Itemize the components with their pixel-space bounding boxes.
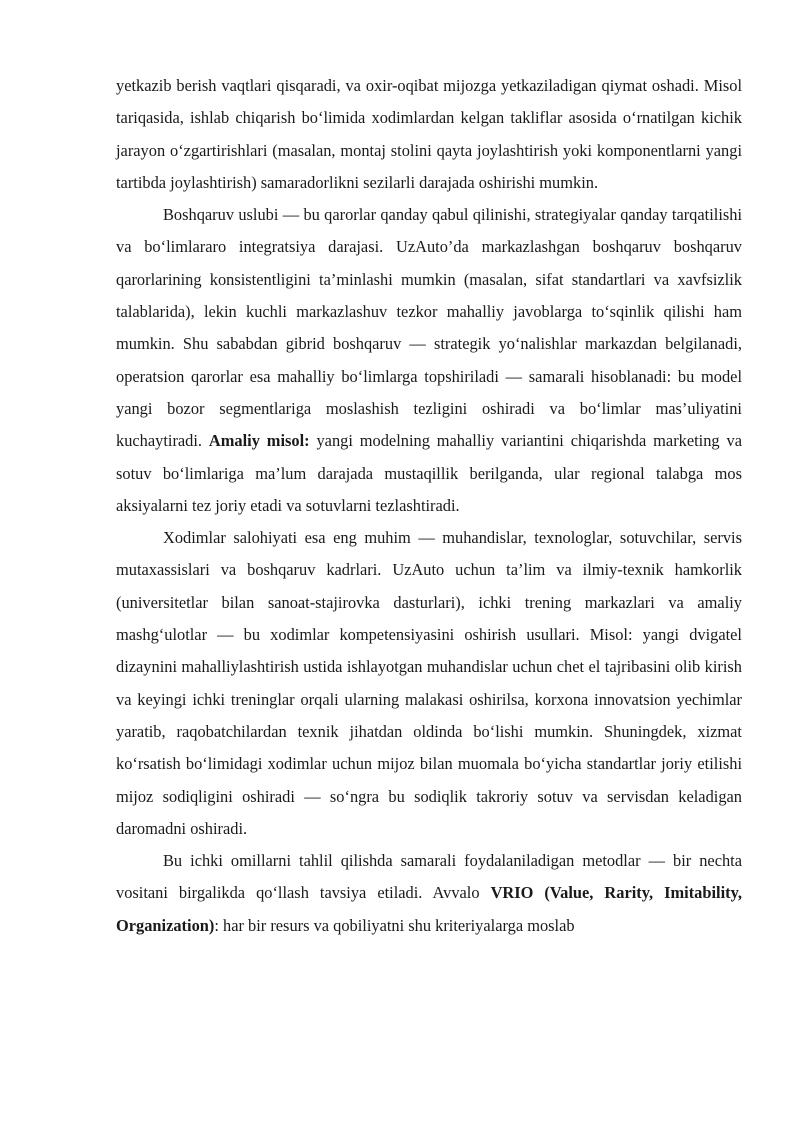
example-lead-text: yangi modelning mahalliy variantini chiqarishda marketing va sotuv boʻlimlariga ma’lum darajada mustaqillik berilganda, ular regional talabga mos aksiyalarni tez joriy etadi va sotuvlarni tezlashtiradi. xyxy=(116,431,742,515)
paragraph-1: yetkazib berish vaqtlari qisqaradi, va oxir-oqibat mijozga yetkaziladigan qiymat oshadi. Misol tariqasida, ishlab chiqarish boʻlimida xodimlardan kelgan takliflar asosida oʻrnatilgan kichik jarayon oʻzgartirishlari (masalan, montaj stolini qayta joylashtirish yoki komponentlarni yangi tartibda joylashtirish) samaradorlikni sezilarli darajada oshirishi mumkin. xyxy=(116,76,742,192)
paragraph-2 xyxy=(116,199,742,522)
paragraph-4-intro: Bu ichki omillarni tahlil qilishda samarali foydalaniladigan metodlar — bir nechta vositani birgalikda qoʻllash tavsiya etiladi. Avvalo xyxy=(116,851,742,903)
paragraph-4 xyxy=(116,845,742,942)
paragraph-4-rest: : har bir resurs va qobiliyatni shu kriteriyalarga moslab xyxy=(214,915,575,935)
paragraph-2-text: Boshqaruv uslubi — bu qarorlar qanday qabul qilinishi, strategiyalar qanday tarqatilishi va boʻlimlararo integratsiya darajasi. UzAuto’da markazlashgan boshqaruv boshqaruv qarorlarining konsistentligini ta’minlashi mumkin (masalan, sifat standartlari va xavfsizlik talablarida), lekin kuchli markazlashuv tezkor mahalliy javoblarga toʻsqinlik qilishi ham mumkin. Shu sababdan gibrid boshqaruv — strategik yoʻnalishlar markazdan belgilanadi, operatsion qarorlar esa mahalliy boʻlimlarga topshiriladi — samarali hisoblanadi: bu model yangi bozor segmentlariga moslashish tezligini oshiradi va boʻlimlar mas’uliyatini kuchaytiradi. xyxy=(116,205,742,451)
document-page xyxy=(116,70,742,942)
example-lead-label: Amaliy misol: xyxy=(208,431,310,451)
vrio-term: VRIO (Value, Rarity, Imitability, Organization) xyxy=(116,883,742,935)
paragraph-3: Xodimlar salohiyati esa eng muhim — muhandislar, texnologlar, sotuvchilar, servis mutaxassislari va boshqaruv kadrlari. UzAuto uchun ta’lim va ilmiy-texnik hamkorlik (universitetlar bilan sanoat-stajirovka dasturlari), ichki trening markazlari va amaliy mashgʻulotlar — bu xodimlar kompetensiyasini oshirish usullari. Misol: yangi dvigatel dizaynini mahalliylashtirish ustida ishlayotgan muhandislar uchun chet el tajribasini olib kirish va keyingi ichki treninglar orqali ularning malakasi oshirilsa, korxona innovatsion yechimlar yaratib, raqobatchilardan texnik jihatdan oldinda boʻlishi mumkin. Shuningdek, xizmat koʻrsatish boʻlimidagi xodimlar uchun mijoz bilan muomala boʻyicha standartlar joriy etilishi mijoz sodiqligini oshiradi — soʻngra bu sodiqlik takroriy sotuv va servisdan keladigan daromadni oshiradi. xyxy=(116,528,742,838)
